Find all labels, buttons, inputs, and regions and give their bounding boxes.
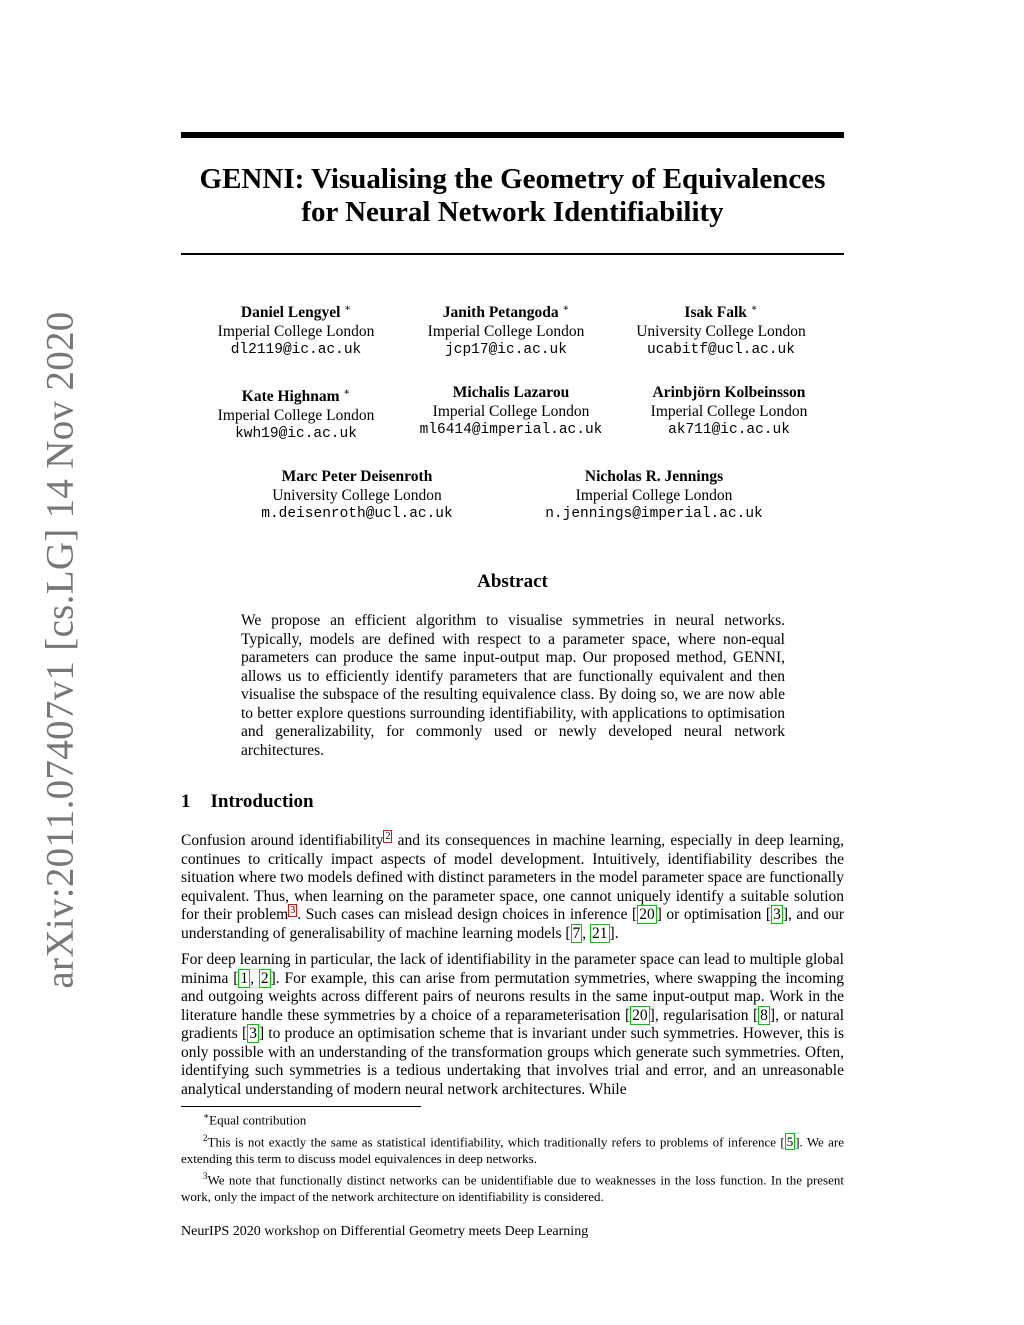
- author-name: Nicholas R. Jennings: [584, 468, 724, 485]
- section-title: Introduction: [210, 791, 314, 812]
- venue-footer: NeurIPS 2020 workshop on Differential Geometry meets Deep Learning: [181, 1224, 589, 1239]
- paper-title: GENNI: Visualising the Geometry of Equivalences for Neural Network Identifiability: [199, 163, 826, 228]
- author-name: Marc Peter Deisenroth: [281, 468, 433, 485]
- footnote-link[interactable]: 2: [385, 831, 391, 842]
- section-number: 1: [181, 791, 191, 812]
- abstract-text: We propose an efficient algorithm to visualise symmetries in neural networks. Typically, models are defined with respect to a parameter space, where non-equal parameters can produce the same input-output map. Our proposed method, GENNI, allows us to efficiently identify parameters that are functionally equivalent and then visualise the subspace of the resulting equivalence class. By doing so, we are now able to better explore questions surrounding identifiability, with applications to optimisation and generalizability, for commonly used or newly developed neural network architectures.: [241, 612, 785, 759]
- abstract-heading: Abstract: [477, 571, 548, 592]
- author-name: Kate Highnam ∗: [241, 387, 351, 406]
- author-block: [176, 300, 416, 360]
- section-heading: [181, 791, 314, 813]
- title-bottom-rule: [181, 253, 844, 255]
- author-block: [609, 384, 849, 440]
- author-email[interactable]: ml6414@imperial.ac.uk: [419, 422, 603, 438]
- citation-link[interactable]: 8: [760, 1006, 768, 1024]
- author-email[interactable]: n.jennings@imperial.ac.uk: [545, 506, 763, 522]
- citation-link[interactable]: 7: [572, 924, 581, 942]
- citation-link[interactable]: 21: [592, 924, 608, 942]
- citation-link[interactable]: 20: [639, 906, 655, 924]
- author-affiliation: University College London: [636, 322, 806, 340]
- footnote-3: $^3$We note that functionally distinct networks can be unidentifiable due to weaknesses in the loss function. In the present work, only the impact of the network architecture on identifiability is considered.: [181, 1171, 844, 1204]
- author-affiliation: University College London: [272, 486, 442, 504]
- citation-link[interactable]: 20: [632, 1006, 648, 1024]
- footnote-link[interactable]: 3: [290, 905, 296, 917]
- author-block: [534, 468, 774, 524]
- author-email[interactable]: ucabitf@ucl.ac.uk: [647, 342, 795, 359]
- author-email[interactable]: kwh19@ic.ac.uk: [235, 426, 357, 443]
- author-block: [176, 384, 416, 444]
- author-block: [386, 300, 626, 360]
- intro-paragraph-2: For deep learning in particular, the lack of identifiability in the parameter space can lead to multiple global minima [ 1 , 2 ]. For example, this can arise from permutation symmetries, where swapping the incoming and outgoing weights across different pairs of neurons results in the same input-output map. Work in the literature handle these symmetries by a choice of a reparameterisation [ 20 ], regularisation [ 8 ], or natural gradients [ 3 ] to produce an optimisation scheme that is invariant under such symmetries. However, this is only possible with an understanding of the transformation groups which generate such symmetries. Often, identifying such symmetries is a tedious undertaking that involves trial and error, and an unreasonable analytical understanding of modern neural network architectures. While: [181, 951, 845, 1098]
- author-affiliation: Imperial College London: [432, 402, 590, 420]
- author-email[interactable]: m.deisenroth@ucl.ac.uk: [261, 506, 453, 522]
- footnote-rule: [181, 1106, 421, 1107]
- author-name: Isak Falk ∗: [684, 303, 758, 322]
- title-top-rule: [181, 132, 844, 138]
- arxiv-identifier-stamp: arXiv:2011.07407v1 [cs.LG] 14 Nov 2020: [38, 311, 82, 989]
- footnote-1: ∗Equal contribution: [203, 1111, 307, 1128]
- citation-link[interactable]: 5: [786, 1134, 794, 1150]
- citation-link[interactable]: 3: [773, 906, 781, 924]
- footnotes: [181, 1108, 844, 1206]
- author-block: [391, 384, 631, 440]
- author-affiliation: Imperial College London: [575, 486, 733, 504]
- author-name: Daniel Lengyel ∗: [240, 303, 352, 322]
- author-affiliation: Imperial College London: [427, 322, 585, 340]
- citation-link[interactable]: 2: [260, 969, 269, 987]
- author-email[interactable]: jcp17@ic.ac.uk: [445, 342, 567, 359]
- author-name: Janith Petangoda ∗: [442, 303, 570, 322]
- author-email[interactable]: dl2119@ic.ac.uk: [230, 342, 362, 359]
- footnote-2: $^2$This is not exactly the same as statistical identifiability, which traditionally refers to problems of inference [ 5 ]. We are extending this term to discuss model equivalences in deep networks.: [181, 1132, 844, 1166]
- citation-link[interactable]: 3: [249, 1025, 257, 1042]
- author-affiliation: Imperial College London: [217, 322, 375, 340]
- author-name: Arinbjörn Kolbeinsson: [652, 384, 806, 401]
- author-block: [601, 300, 841, 360]
- intro-paragraph-1: Confusion around identifiability $^2$ and its consequences in machine learning, especially in deep learning, continues to critically impact aspects of model development. Intuitively, identifiability describes the situation where two models defined with distinct parameters in the model parameter space are functionally equivalent. Thus, when learning on the parameter space, one cannot uniquely identify a suitable solution for their problem $^3$ . Such cases can mislead design choices in inference [ 20 ] or optimisation [ 3 ], and our understanding of generalisability of machine learning models [ 7 , 21 ].: [181, 831, 844, 942]
- author-block: [237, 468, 477, 524]
- citation-link[interactable]: 1: [240, 969, 249, 987]
- author-email[interactable]: ak711@ic.ac.uk: [668, 422, 790, 438]
- author-affiliation: Imperial College London: [650, 402, 808, 420]
- author-affiliation: Imperial College London: [217, 406, 375, 424]
- author-name: Michalis Lazarou: [452, 384, 570, 401]
